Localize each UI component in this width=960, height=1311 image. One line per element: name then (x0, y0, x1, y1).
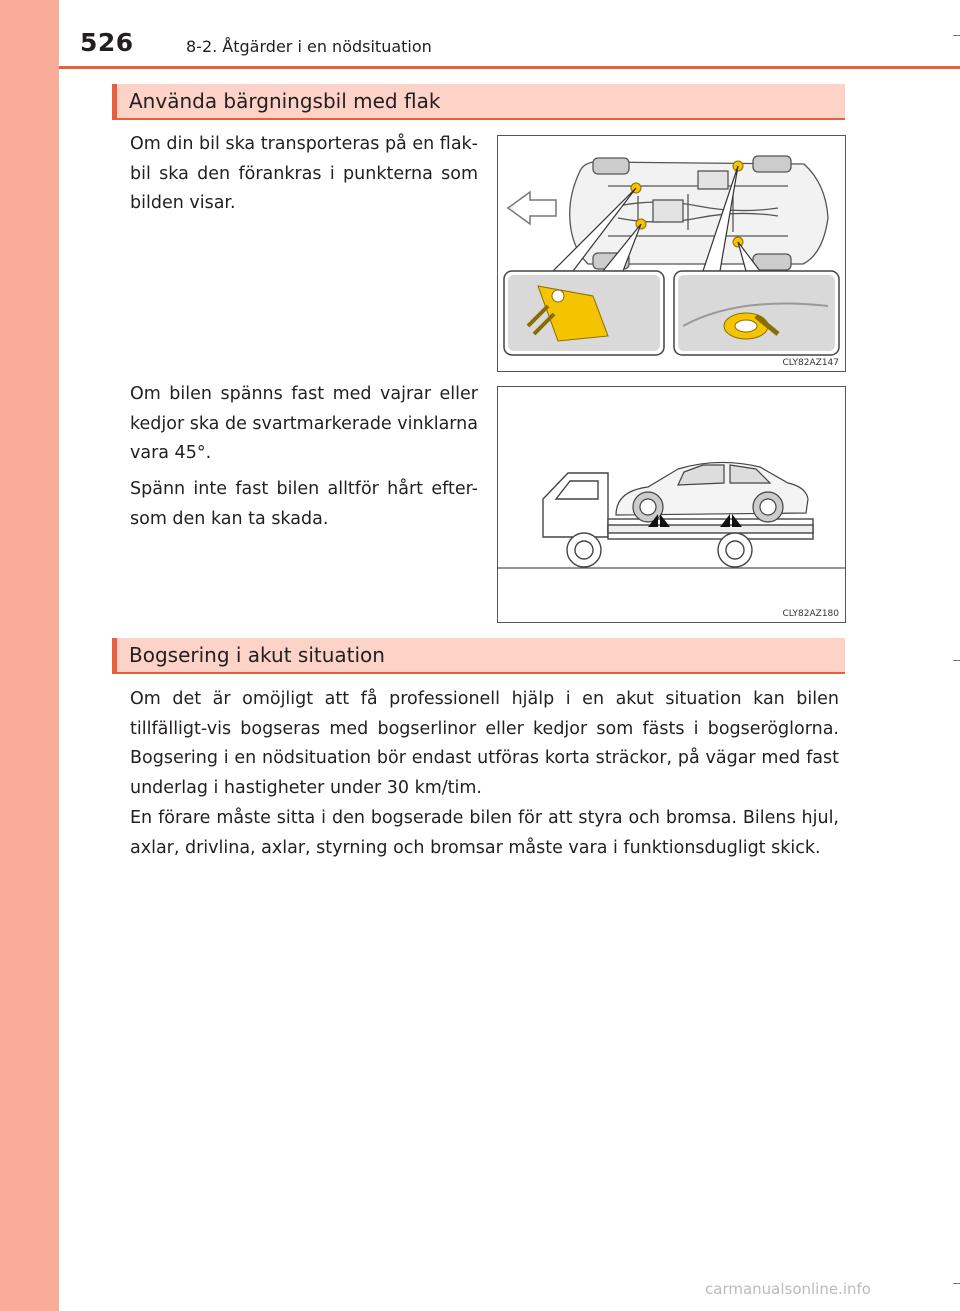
strap-warning-text: Spänn inte fast bilen alltför hårt efter-som den kan ta skada. (130, 479, 478, 529)
truck-with-car-diagram (498, 387, 845, 622)
section-heading-emergency-towing (112, 638, 845, 674)
figure-code: CLY82AZ180 (782, 609, 839, 619)
page-number: 526 (80, 28, 134, 57)
crop-mark (953, 660, 960, 661)
car-underside-icon (570, 156, 828, 270)
section-heading-text: Använda bärgningsbil med flak (129, 89, 441, 113)
sedan-car-icon (616, 462, 808, 522)
crop-mark (953, 35, 960, 36)
watermark: carmanualsonline.info (705, 1280, 871, 1298)
strap-angle-text: Om bilen spänns fast med vajrar eller kedjor ska de svartmarkerade vinklarna vara 45°. (130, 384, 478, 463)
section-heading-text: Bogsering i akut situation (129, 643, 385, 667)
left-margin-band (0, 0, 59, 1311)
driver-requirement-text: En förare måste sitta i den bogserade bilen för att styra och bromsa. Bilens hjul, axlar, drivlina, axlar, styrning och bromsar måste vara i funktionsdugligt skick. (130, 808, 839, 858)
flatbed-truck-figure (497, 386, 846, 623)
anchor-points-figure (497, 135, 846, 372)
figure-code: CLY82AZ147 (782, 358, 839, 368)
header-rule (59, 66, 960, 69)
emergency-towing-text: Om det är omöjligt att få professionell hjälp i en akut situation kan bilen tillfälligt-vis bogseras med bogserlinor eller kedjor som fästs i bogseröglorna. Bogsering i en nödsituation bör endast utföras korta sträckor, på vägar med fast underlag i hastigheter under 30 km/tim. (130, 689, 839, 798)
car-underside-diagram (498, 136, 845, 371)
crop-mark (953, 1283, 960, 1284)
forward-arrow-icon (508, 192, 556, 224)
chapter-title: 8-2. Åtgärder i en nödsituation (186, 37, 432, 56)
flatbed-intro-text: Om din bil ska transporteras på en flak-bil ska den förankras i punkterna som bilden visar. (130, 134, 478, 213)
section-heading-flatbed (112, 84, 845, 120)
